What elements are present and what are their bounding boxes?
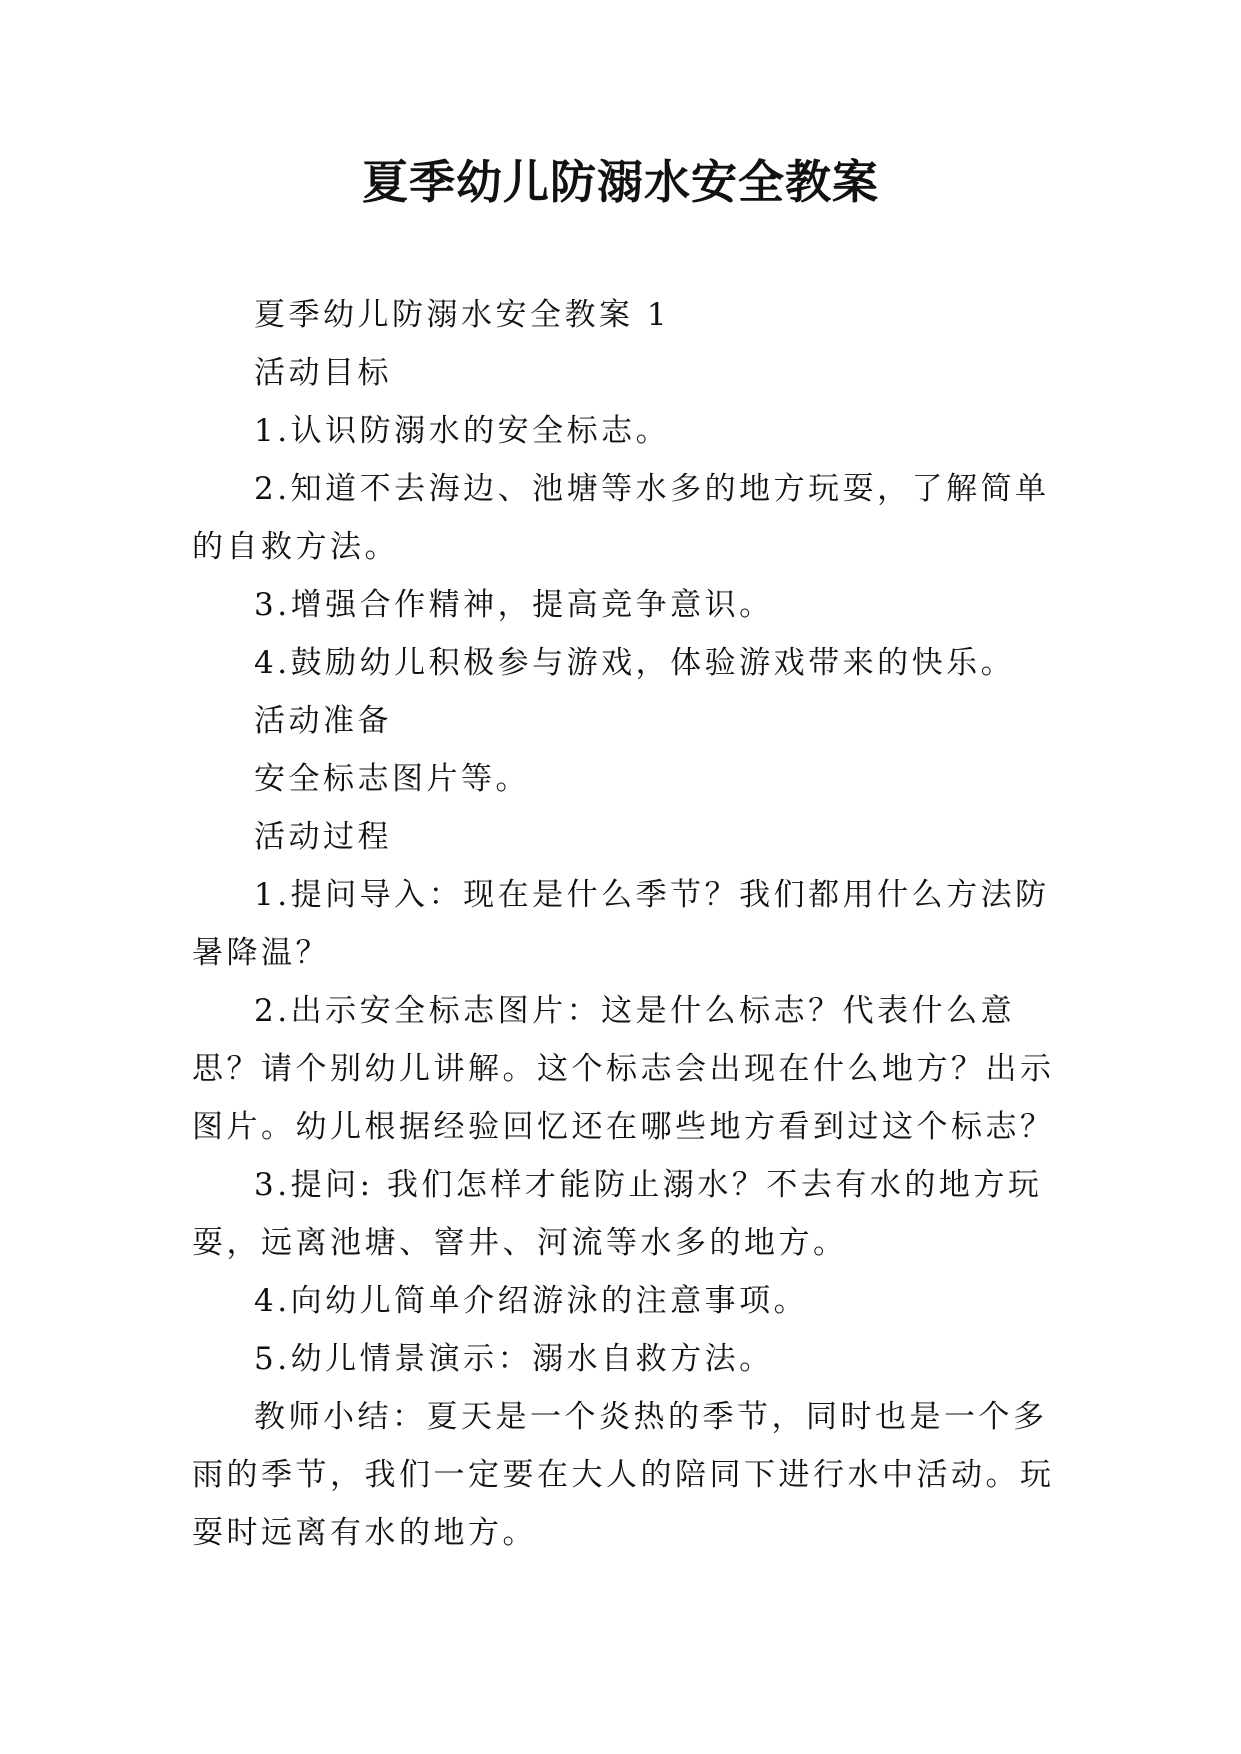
paragraph: 1.认识防溺水的安全标志。 — [254, 413, 671, 449]
document-title: 夏季幼儿防溺水安全教案 — [362, 155, 879, 209]
paragraph: 教师小结：夏天是一个炎热的季节，同时也是一个多雨的季节，我们一定要在大人的陪同下进行水中活动。玩耍时远离有水的地方。 — [192, 1399, 1055, 1551]
document-body — [192, 286, 1055, 1562]
subheading-preparation: 活动准备 — [254, 703, 392, 739]
paragraph: 3.提问: 我们怎样才能防止溺水？不去有水的地方玩耍，远离池塘、窨井、河流等水多的地方。 — [192, 1167, 1043, 1261]
paragraph: 1.提问导入：现在是什么季节？我们都用什么方法防暑降温？ — [192, 877, 1050, 971]
section-heading: 夏季幼儿防溺水安全教案 1 — [254, 297, 671, 333]
paragraph: 2.知道不去海边、池塘等水多的地方玩耍，了解简单的自救方法。 — [192, 471, 1050, 565]
subheading-goals: 活动目标 — [254, 355, 392, 391]
subheading-process: 活动过程 — [254, 819, 392, 855]
paragraph: 安全标志图片等。 — [254, 761, 530, 797]
paragraph: 3.增强合作精神，提高竞争意识。 — [254, 587, 774, 623]
paragraph: 2.出示安全标志图片：这是什么标志？代表什么意思？请个别幼儿讲解。这个标志会出现在什么地方？出示图片。幼儿根据经验回忆还在哪些地方看到过这个标志？ — [192, 993, 1055, 1145]
paragraph: 4.向幼儿简单介绍游泳的注意事项。 — [254, 1283, 809, 1319]
paragraph: 5.幼儿情景演示：溺水自救方法。 — [254, 1341, 774, 1377]
paragraph: 4.鼓励幼儿积极参与游戏，体验游戏带来的快乐。 — [254, 645, 1016, 681]
